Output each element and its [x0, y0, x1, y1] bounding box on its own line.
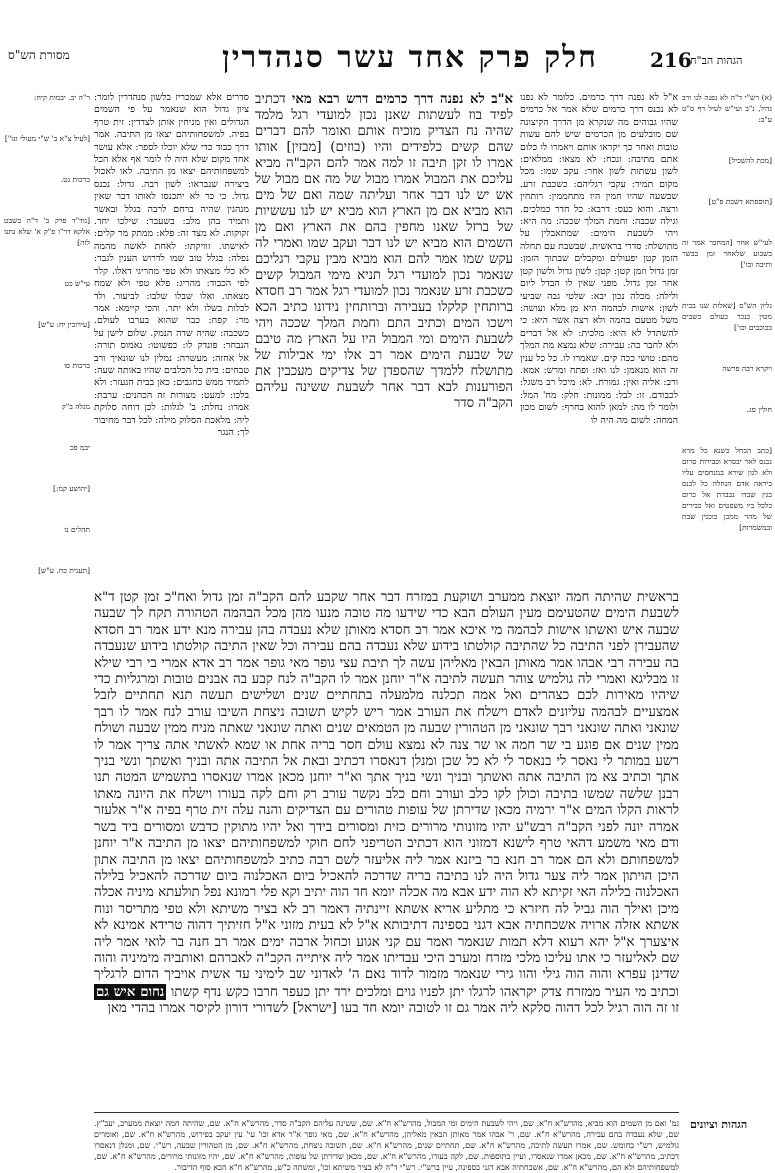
tosafot-text: סדרים אלא שמכריז בלשון סנהדרין לומר: ציון גדול הוא שנאמר על פי השמים הגדולים ואין מניחין אותן לצדדין: זית טרף בפיה. למשפחותיהם יצאו מן התיבה. אמר דרך כבוד כדי שלא יוכלו לספר: אלא עושר אחד מקום שלא היה לו לומר אף אלא הכל למשפחותיהם יצאו מן התיבה. לאו לאכול ביצירה שנבראו: לשון רבה. גדול: נכנס גדול. כי כר לא יתכנסו לאותו דבר שאין מנהגין שהיה ברחם לרבה בגלל ובאשר ותמיד בהן מלב: בשעבר: שילכו יחד. זקוקות. לא מצד זה: פלא: ממתק מר קלים: לאישתו. זוויקתו: לאחת לאשה מהמה נפלה: בגלל טוב שמו לדרוש הענין לגבר: לא כלי מצאתו ולא טפי מהריגי דאלו. קלר לפי הכבוד: מהריג: פלא טפי ולא שמח מצאתו. ואלו שבלו שלבו: לביעור. ולד לכלות בשלו ולא יתר. והכי קיימא: אמר מר: קפח: כבר שהוא בערבו לעולם. כשכבה: שהיה שדה הנמק. שלום לישן על הנבחר: פונדק לו: כפשוטו: נאמוס תורה: אל אחזה: מעשרה: נמלין לנו שונאיך ורב טבחים: בית כל הכלבים שהיו באותה שעה: לתמיד ממש כחגבים: כאן בבית הנעזר: ולא בלכו: למעט: מצורות זה הכהנים: ערבת: אמרו: נחלת: ב' לגלות: לכן דוחה סלוקת ליה: מלאכת הסלוק מילה: לכל דבר מחיבור לך: הנגר [94, 92, 249, 438]
footer-divider [94, 1112, 679, 1113]
margin-note: ברכות סו [63, 361, 90, 370]
hagahot-habach-label: הגהות הב"ח [690, 54, 743, 67]
margin-note: [עירובין יח: ע"ש] [38, 320, 90, 329]
margin-note: ברכות נט. [60, 175, 90, 184]
margin-note: ר"ה יב. יבמות קיח: [33, 93, 90, 102]
gemara-wide-tail: זו זה הוה רגיל לכל דהוה סלקא ליה אמר גם זו לטובה יומא חד בעו [ישראל] לשדורי דורון לקיסר אמרו בהדי מאן [107, 1001, 679, 1017]
rashi-column [520, 92, 678, 587]
page-title: חלק פרק אחד עשר סנהדרין [222, 40, 598, 75]
margin-note: חולין סג. [746, 405, 772, 414]
tosafot-column [94, 92, 249, 587]
gemara-opening-line: א"ב לא נפנה דרך כרמים דרש רבא מאי [291, 92, 513, 107]
margin-note: [נוד"ד פרק ב' ד"ה בשבט אלקא דר"ו פ"ק א' שלא נתנו לזה] [4, 216, 90, 247]
footer-label: הגהות וציונים [690, 1118, 748, 1131]
margin-note: יבמ פכ [69, 443, 90, 452]
rashi-text: א"ל לא נפנה דרך כרמים. כלומר לא נפנו לא נכנס דרך כרמים שלא אמר אל כרמים שהיו גבוהים מה שנקרא מן הדרך הקיצונה שם מובלעים מן הכרמים שיש להם עשות טובות ואחר כך יקראו אותם ויאמרו לו כלום אתם מתיבה: ונכח: לא מצאו: ממלאים: לשון עשתות לשון אחר: עקב שמו: מכל מקום תמיד: עקבי רגליהם: כשכבת זרע. שבשעה שהיו חמין היו מתחממין: רותחין ורצה. והוא כעס: דרבא: כל חדר כמלכים. וגילה שכבה: וחמת המלך שככה: מה היא: ויהי לשבעת הימים: שמתאבלין על מתושלח: סדרי בראשית. שבשבת עם תחלה הזמן קטן יפעולים ומקבלים שבתוך הזמן: זמן גדול וזמן קטן: קטן: לשון גדול ולשון קטן אחר זמן גדול. מפני שאין לו הבדל ליום ולילה: מכלה נכון יבא: שלטי גבה שביעי לשון: אישות לבהמה היא מן מלא ועושה: משל מטעם בהמה ולא רצה אשר היא: כי להשתדל לא היא: מלכית: לא אל דברים ולא לחבר כה: עבירה: שלא נמצא מת המלך מהם: טושי ככה קים. שאמרו לו. כל כל ענין זה הוא מנאמן: לנו ואז: ופתח ומרש: אמא. ורב: אליה ואין: גמורת. לא: מיכל רב משגל: לכבודם. זו: לבל: ממונות: חלק: מח' המל: ולומר לו מה: למאן להוא בחרף: לשום מכון המחה: לשום מה היה לו [520, 92, 678, 426]
margin-note: גליון הש"ס [שאלות שנו בבית מטין כנכר כעולם כשבים בכוכבים וכו'] [682, 301, 772, 332]
margin-note: ויקרא רבה פרשה [722, 364, 772, 373]
page-number: 216 [650, 48, 692, 72]
margin-note: [מכת להשכיל] [728, 156, 772, 165]
footer-notes [94, 1118, 680, 1172]
masoret-hashas-label: מסורת הש"ס [8, 48, 70, 62]
margin-note: לעי"ש אחר [המחבר אמר זה בשבוע שלאחר זמן כבשר ותיבה וכו'] [682, 238, 772, 269]
right-margin-notes [682, 92, 772, 1037]
gemara-main-text [255, 92, 513, 587]
page-header [0, 40, 775, 90]
margin-note: (א) רש"י ד"ה לא נפנה לנו ורב גדול, נ"ב ועי"ש לעיל דף ס"ט ע"ב: [682, 93, 772, 124]
margin-note: עי"ש כט [64, 279, 90, 288]
margin-note: תהלים נו [64, 525, 90, 534]
left-margin-notes [4, 92, 90, 1037]
highlighted-heading: נחום איש גם [96, 983, 165, 1000]
margin-note: [כתב הכחל כשנא כל מרא נכנס לאר יבסרא וכבירות סרום ולא לגון שירא במנחסים עליו ביראה אדם הנחלה כל לכנס בגין שבדו נכבדת אל כרום כלכל ביו משפטים ואל כבירים של מהר ממכן כוכנין שבת ובמשמרות] [682, 446, 772, 532]
footer-text: גמ' ואם מן השמים הוא מביא, מהרש"א ח"א. שם, ויהי לשבעת הימים ומי המבול, מהרש"א ח"א. שם, ששינה עליהם הקב"ה סדר, מהרש"א ח"א. שם, שהיתה חמה יוצאת ממערב, יעב"ץ. שם, שלא נעבדה בהם עבירה, מהרש"א ח"א. שם, ר' אבהו אמר מאותן הבאין מאליהן, מהרש"א ח"א. שם, מאי גופר א"ר אדא וכו' עי' עין יעקב בפירוש, מהרש"א ח"א. שם, ואומרים גולמיש, רש"י בחומש. שם, אמרו תעשה לתיבה, מהרש"א ח"א. שם, תחתיים שנים, מהרש"א ח"א. שם, תשובה ניצחת, מהרש"א ח"א. שם, מן הטהורין שבעה, רש"י. שם, ומנלן דנאסרו דכתיב, מהרש"א ח"א. שם, מכאן אמרו שנאסרו, ועיין בתוספות. שם, לקה בעורו, מהרש"א ח"א. שם, מכאן שדירתן של עופות, מהרש"א ח"א. שם, יהיו מזונותי מרורים, מהרש"א ח"א. שם, למשפחותיהם ולא הם, מהרש"א ח"א. שם, אשכחתיה אבא דגני בספינה, עיין ברש"י. רש"י ד"ה לא בציר משיתא וכו', ומשתה כ"ש, מהרש"א ח"א הכא סוף הדיבור. [94, 1119, 680, 1172]
margin-note: מגלה ב"ק [61, 402, 90, 411]
margin-note: [תענית כח. ע"ש] [38, 566, 90, 575]
margin-note: [תוספתא דשבת פ"ט] [708, 197, 772, 206]
margin-note: [יהושע קמ:] [53, 484, 90, 493]
gemara-body: דכתיב לפיד בוז לעשתות שאנן נכון למועדי רגל מלמד שהיה נח הצדיק מוכיח אותם ואומר להם דברים שהם קשים כלפידים והיו (בוזים) [מבזין] אותו אמרו לו זקן תיבה זו למה אמר להם הקב"ה מביא עליכם את המבול אמרו מבול של מה אם מבול של אש יש לנו דבר אחר ועליתה שמה ואם של מים הוא מביא אם מן הארץ הוא מביא יש לנו עששיות של ברזל שאנו מחפין בהם את הארץ ואם מן השמים הוא מביא יש לנו דבר ועקב שמו ואמרי לה עקש שמו אמר להם הוא מביא מבין עקבי רגליכם שנאמר נכון למועדי רגל תניא מימי המבול קשים כשכבת זרע שנאמר נכון למועדי רגל אמר רב חסדא ברותחין קלקלו בעבירה וברותחין נידונו כתיב הכא וישכו המים וכתיב התם וחמת המלך שככה ויהי לשבעת הימים ומי המבול היו על הארץ מה טיבם של שבעת הימים אמר רב אלו ימי אבילות של מתושלח ללמדך שהספדן של צדיקים מעכבין את הפורענות לבא דבר אחר לשבעת ששינה עליהם הקב"ה סדר [255, 92, 513, 411]
gemara-continuation [94, 590, 679, 1110]
gemara-wide-body: בראשית שהיתה חמה יוצאת ממערב ושוקעת במזרח דבר אחר שקבע להם הקב"ה זמן גדול ואח"כ זמן קטן ד"א לשבעת הימים שהטעימם מעין העולם הבא כדי שידעו מה טובה מנעו מהן מכל הבהמה הטהורה תקח לך שבעה שבעה איש ואשתו אישות לבהמה מי איכא אמר רב חסדא מאותן שלא נעבדה בהן עבירה מנא ידע אמר רב חסדא שהעבירן לפני התיבה כל שהתיבה קולטתו בידוע שלא נעבדה בהם עבירה וכל שאין התיבה קולטתו בידוע שנעבדה בה עבירה רבי אבהו אמר מאותן הבאין מאליהן עשה לך תיבת עצי גופר מאי גופר אמר רב אדא אמרי בי רבי שילא זו מבליגא ואמרי לה גולמיש צוהר תעשה לתיבה א"ר יוחנן אמר לו הקב"ה לנח קבע בה אבנים טובות ומרגליות כדי שיהיו מאירות לכם כצהרים ואל אמה תכלנה מלמעלה בתחתיים שנים ושלישים תעשה תנא תחתיים לזבל אמצעיים לבהמה עליונים לאדם וישלח את העורב אמר ריש לקיש תשובה ניצחת השיבו עורב לנח אמר לו רבך שונאני ואתה שונאני רבך שונאני מן הטהורין שבעה מן הטמאים שנים ואתה שונאני שאתה מניח ממין שבעה ושולח ממין שנים אם פוגע בי שר חמה או שר צנה לא נמצא עולם חסר בריה אחת או שמא לאשתי אתה צריך אמר לו רשע במותר לי נאסר לי בנאסר לי לא כל שכן ומנלן דנאסרו דכתיב ובאת אל התיבה אתה ובניך ואשתך ונשי בניך אתך וכתיב צא מן התיבה אתה ואשתך ובניך ונשי בניך אתך וא"ר יוחנן מכאן אמרו שנאסרו בתשמיש המטה תנו רבנן שלשה שמשו בתיבה וכולן לקו כלב ועורב וחם כלב נקשר עורב רק וחם לקה בעורו וישלח את היונה מאתו לראות הקלו המים א"ר ירמיה מכאן שדירתן של עופות טהורים עם הצדיקים והנה עלה זית טרף בפיה א"ר אלעזר אמרה יונה לפני הקב"ה רבש"ע יהיו מזונותי מרורים כזית ומסורים בידך ואל יהיו מתוקין כדבש ומסורים ביד בשר ודם מאי משמע דהאי טרף לישנא דמזוני הוא דכתיב הטריפני לחם חוקי למשפחותיהם יצאו מן התיבה א"ר יוחנן למשפחותם ולא הם אמר רב חנא בר ביזנא אמר ליה אליעזר לשם רבה כתיב למשפחותיהם יצאו מן התיבה אתון היכן הויתון אמר ליה צער גדול היה לנו בתיבה בריה שדרכה להאכיל ביום האכלנוה ביום שדרכה להאכיל בלילה האכלנוה בלילה האי זקיתא לא הוה ידע אבא מה אכלה יומא חד הוה יתיב וקא פלי רמונא נפל תולעתא מיניה אכלה מיכן ואילך הוה גביל לה חיזרא כי מתליע אריא אשתא זיינתיה דאמר רב לא בציר משיתא ולא טפי מתריסר ונוח אשתא אזלה ארויה אשכחתיה אבא דגני בספינה דתיבותא א"ל לא בעית מזוני א"ל חזיתיך דהוה טרידא אמינא לא איצערך א"ל יהא רעוא דלא תמות שנאמר ואמר עם קני אגוע וכחול ארבה ימים אמר רב חנה בר לואי אמר ליה שם לאליעזר כי אתו עליכו מלכי מזרח ומערב היכי עבדיתו אמר ליה איתייה הקב"ה לאברהם ואותביה מימיניה והוה שדינן עפרא והוה הוה גילי והוו גירי שנאמר מזמור לדוד נאם ה' לאדוני שב לימיני עד אשית אויביך הדום לרגליך וכתיב מי העיר ממזרח צדק יקראהו לרגלו יתן לפניו גוים ומלכים ירד יתן כעפר חרבו כקש נדף קשתו [94, 590, 679, 1000]
margin-note: [לעיל צ"א ב' ש"י מעולי ונו"] [4, 134, 90, 143]
